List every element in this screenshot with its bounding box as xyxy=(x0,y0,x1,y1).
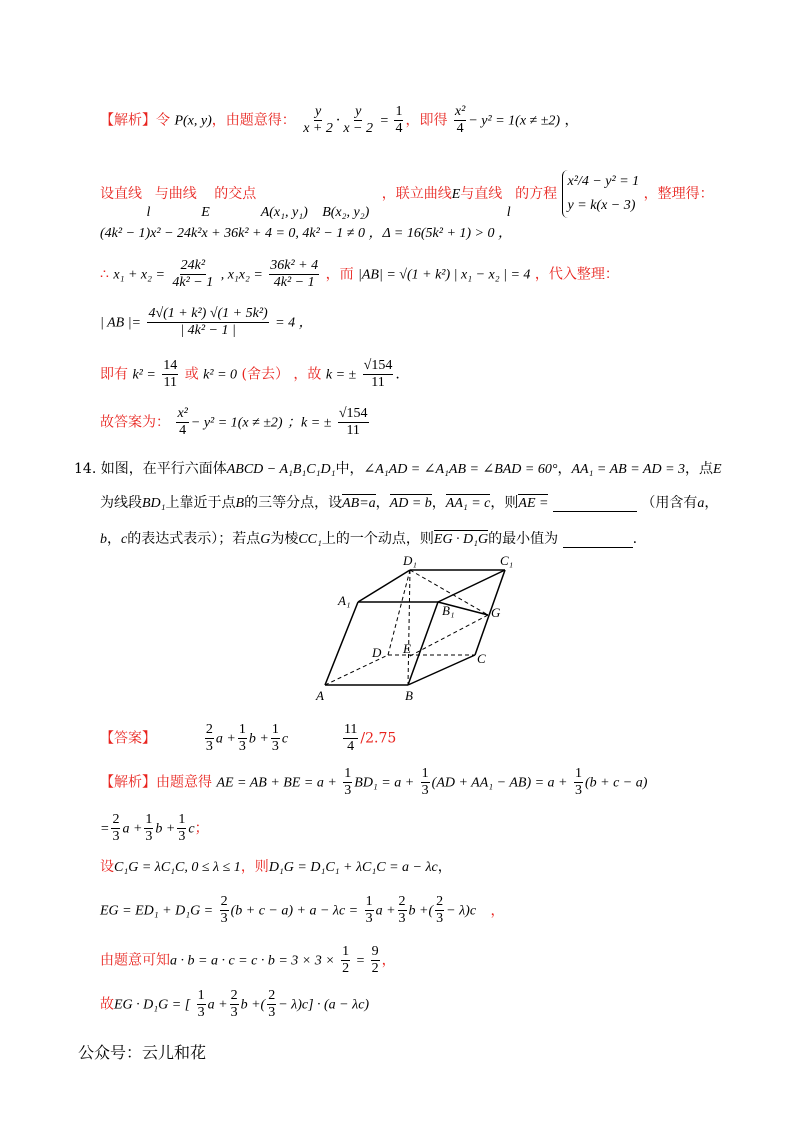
analysis2-line-1: 【解析】由题意得 AE = AB + BE = a + $\frac{1}{3}$ BD₁ = a + $\frac{1}{3}$ (AD + AA₁ − AB) = a + $\frac{1}{3}$ (b + c − a) xyxy=(100,766,648,799)
analysis-line-6: 即有 k² = $\frac{14}{11}$ 或 k² = 0 (舍去） ，故 k = ± $\frac{√154}{11}$ . xyxy=(100,358,400,391)
label-e: E xyxy=(403,641,411,656)
answer-blank-1[interactable] xyxy=(553,511,637,512)
equation-system: x²/4 − y² = 1 y = k(x − 3) xyxy=(562,170,640,218)
analysis-line-2: 设直线 l 与曲线 E 的交点 A(x₁, y₁) B(x₂, y₂) ，联立曲线E与直线 l 的方程 x²/4 − y² = 1 y = k(x − 3) ，整理得： xyxy=(100,170,800,218)
edge-b1b xyxy=(408,602,438,685)
analysis2-line-6: 故EG · D₁G = [ $\frac{1}{3}$ a + $\frac{2}{3}$ b +( $\frac{2}{3}$ − λ)c] · (a − λc) xyxy=(100,988,370,1021)
answer-blank-2[interactable] xyxy=(563,547,633,548)
problem-14-line-1: 14. 如图，在平行六面体ABCD − A₁B₁C₁D₁中，∠A₁AD = ∠A₁AB = ∠BAD = 60°，AA₁ = AB = AD = 3，点E xyxy=(74,461,722,477)
label-a: A xyxy=(316,688,324,703)
label-b: B xyxy=(405,688,413,703)
label-c: C xyxy=(477,651,486,666)
label-d: D xyxy=(372,645,382,660)
problem-14-line-3: b，c的表达式表示）；若点G为棱CC₁上的一个动点，则EG · D₁G的最小值为 . xyxy=(100,531,638,547)
label-b1: B₁ xyxy=(442,603,455,618)
analysis-line-7: 故答案为： $\frac{\text{x²}}{4}$ − y² = 1(x ≠ ±2) ；k = ± $\frac{√154}{11}$ xyxy=(100,406,368,439)
footer-wechat: 公众号：云儿和花 xyxy=(78,1043,207,1062)
analysis2-line-4: EG = ED₁ + D₁G = $\frac{2}{3}$ (b + c − a) + a − λc = $\frac{1}{3}$ a + $\frac{2}{3}$ b +( $\frac{2}{3}$ − λ)c ， xyxy=(100,894,505,927)
problem-14-line-2: 为线段BD₁上靠近于点B的三等分点，设AB=a，AD = b，AA₁ = c，则AE = （用含有a， xyxy=(100,495,719,511)
analysis2-line-3: 设C₁G = λC₁C, 0 ≤ λ ≤ 1，则D₁G = D₁C₁ + λC₁C = a − λc， xyxy=(100,859,452,875)
analysis-line-4: ∴ x₁ + x₂ = $\frac{\text{24k²}}{\text{4k² − 1}}$ , x₁x₂ = $\frac{\text{36k² + 4}}{\text{4k² − 1}}$ ，而 |AB| = √(1 + k²) | x₁ − x₂ | = 4 ，代入整理： xyxy=(100,258,619,291)
label-a1: A₁ xyxy=(338,593,351,608)
analysis2-line-5: 由题意可知a · b = a · c = c · b = 3 × 3 × $\frac{1}{2}$ = $\frac{9}{2}$ ， xyxy=(100,944,396,977)
label-g: G xyxy=(491,605,501,620)
edge-d1a1 xyxy=(358,570,410,602)
parallelepiped-figure xyxy=(310,555,550,705)
answer-line: 【答案】 $\frac{2}{3}$ a + $\frac{1}{3}$ b + $\frac{1}{3}$ c $\frac{11}{4}$ /2.75 xyxy=(100,722,397,755)
analysis-line-5: | AB |= $\frac{\text{4√(1 + k²) √(1 + 5k²)}}{\text{| 4k² − 1 |}}$ = 4 ， xyxy=(100,306,313,339)
label-c1: C₁ xyxy=(500,555,514,568)
analysis-line-1: 【解析】令 P(x, y)，由题意得： $\frac{y}{x + 2}$ · $\frac{y}{x - 2}$ = $\frac{1}{4}$ ，即得 $\frac{\text{x²}}{4}$ − y² = 1(x ≠ ±2) ， xyxy=(100,104,579,137)
segment-d1b xyxy=(408,570,410,685)
label-d1: D₁ xyxy=(403,555,417,568)
edge-bc xyxy=(408,655,475,685)
analysis-line-3: (4k² − 1)x² − 24k²x + 36k² + 4 = 0, 4k² − 1 ≠ 0 ，Δ = 16(5k² + 1) > 0 ， xyxy=(100,226,513,241)
analysis2-line-2: = $\frac{2}{3}$ a + $\frac{1}{3}$ b + $\frac{1}{3}$ c； xyxy=(100,812,209,845)
edge-a1a xyxy=(325,602,358,685)
